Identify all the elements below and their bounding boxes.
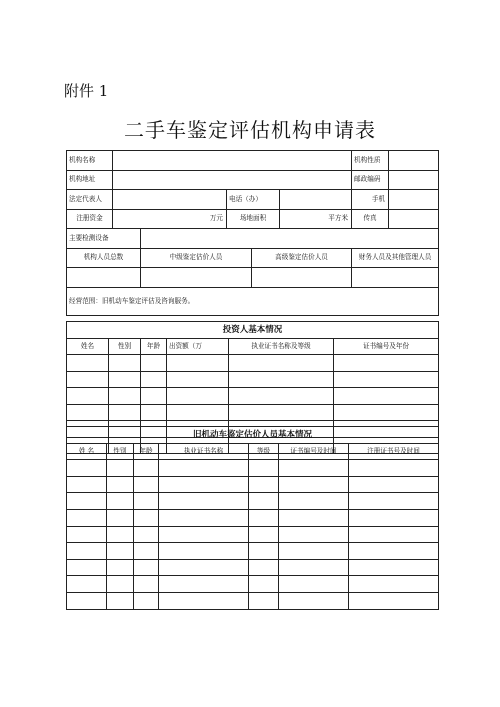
appraiser-header-gender: 性别 [107,443,134,460]
reg-capital-label: 注册资金 [67,209,113,229]
appraiser-section-heading: 旧机动车鉴定估价人员基本情况 [67,427,439,444]
appraiser-header-registration: 注册证书号及时间 [349,443,439,460]
table-row [67,526,439,543]
senior-appraisers-label: 高级鉴定估价人员 [252,248,352,268]
form-title: 二手车鉴定评估机构申请表 [124,118,376,142]
investor-section-heading: 投资人基本情况 [67,322,439,339]
postal-code-field[interactable] [389,170,439,190]
main-equipment-field[interactable] [141,229,439,249]
appraiser-header-level: 等级 [249,443,279,460]
fax-label: 传真 [352,209,389,229]
table-row [67,371,439,388]
table-row [67,355,439,372]
table-row [67,460,439,477]
legal-rep-field[interactable] [113,190,227,210]
fax-field[interactable] [389,209,439,229]
mobile-label: 手机 [352,190,389,210]
main-equipment-label: 主要检测设备 [67,229,141,249]
table-row [67,592,439,609]
org-address-label: 机构地址 [67,170,113,190]
investor-header-name: 姓名 [67,338,109,355]
investor-header-investment: 出资额（万 [167,338,229,355]
business-scope: 经营范围：旧机动车鉴定评估及咨询服务。 [67,287,439,315]
mobile-field[interactable] [389,190,439,210]
investor-header-age: 年龄 [141,338,167,355]
table-row [67,576,439,593]
investor-header-certificate: 执业证书名称及等级 [229,338,334,355]
site-area-label: 场地面积 [227,209,280,229]
site-area-field[interactable]: 平方米 [280,209,352,229]
org-nature-field[interactable] [389,151,439,171]
appraiser-header-cert-number: 证书编号及时间 [279,443,349,460]
table-row [67,559,439,576]
staff-total-label: 机构人员总数 [67,248,141,268]
basic-info-table [66,150,439,316]
investor-header-gender: 性别 [109,338,141,355]
phone-label: 电话（办） [227,190,280,210]
table-row [67,404,439,421]
mid-appraisers-label: 中级鉴定估价人员 [141,248,252,268]
finance-staff-field[interactable] [352,268,439,288]
org-address-field[interactable] [113,170,352,190]
reg-capital-field[interactable]: 万元 [113,209,227,229]
postal-code-label: 邮政编码 [352,170,389,190]
table-row [67,509,439,526]
table-row [67,476,439,493]
phone-field[interactable] [280,190,352,210]
staff-total-field[interactable] [67,268,141,288]
org-name-label: 机构名称 [67,151,113,171]
appraiser-header-certificate: 执业证书名称 [159,443,249,460]
mid-appraisers-field[interactable] [141,268,252,288]
table-row [67,493,439,510]
legal-rep-label: 法定代表人 [67,190,113,210]
appraiser-table [66,426,439,610]
table-row [67,543,439,560]
appraiser-header-age: 年龄 [134,443,159,460]
org-nature-label: 机构性质 [352,151,389,171]
attachment-label: 附件 1 [64,82,109,100]
org-name-field[interactable] [113,151,352,171]
table-row [67,388,439,405]
finance-staff-label: 财务人员及其他管理人员 [352,248,439,268]
appraiser-header-name: 姓 名 [67,443,107,460]
investor-header-cert-number: 证书编号及年份 [334,338,439,355]
senior-appraisers-field[interactable] [252,268,352,288]
